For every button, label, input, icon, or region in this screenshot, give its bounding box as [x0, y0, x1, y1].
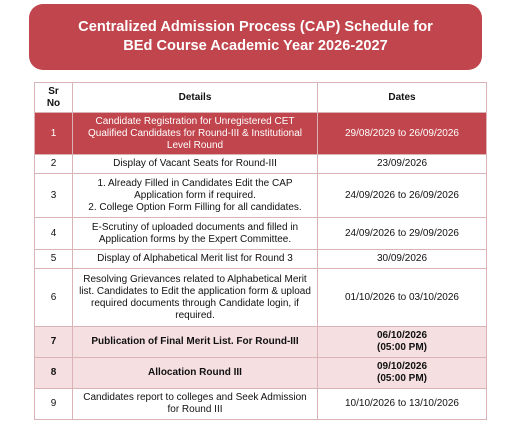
- header-dates: Dates: [318, 83, 487, 113]
- row-sr: 7: [35, 327, 73, 358]
- title-line-2: BEd Course Academic Year 2026-2027: [123, 38, 388, 54]
- schedule-title-banner: [29, 4, 482, 70]
- row-dates: 24/09/2026 to 29/09/2026: [318, 218, 487, 250]
- row-details: Display of Vacant Seats for Round-III: [73, 155, 318, 174]
- table-row: [35, 358, 487, 389]
- row-dates: 30/09/2026: [318, 250, 487, 269]
- table-row: [35, 250, 487, 269]
- row-details: Display of Alphabetical Merit list for Round 3: [73, 250, 318, 269]
- row-sr: 9: [35, 389, 73, 420]
- header-details: Details: [73, 83, 318, 113]
- row-dates: 24/09/2026 to 26/09/2026: [318, 174, 487, 218]
- table-row: [35, 389, 487, 420]
- row-dates: 09/10/2026 (05:00 PM): [318, 358, 487, 389]
- row-dates: 01/10/2026 to 03/10/2026: [318, 269, 487, 327]
- row-dates: 23/09/2026: [318, 155, 487, 174]
- table-row: [35, 174, 487, 218]
- row-sr: 6: [35, 269, 73, 327]
- row-sr: 1: [35, 113, 73, 155]
- row-details: 1. Already Filled in Candidates Edit the CAP Application form if required. 2. College Option Form Filling for all candidates.: [73, 174, 318, 218]
- row-sr: 5: [35, 250, 73, 269]
- row-details: Candidates report to colleges and Seek Admission for Round III: [73, 389, 318, 420]
- row-details: Allocation Round III: [73, 358, 318, 389]
- row-sr: 8: [35, 358, 73, 389]
- table-row: [35, 113, 487, 155]
- row-details: Publication of Final Merit List. For Round-III: [73, 327, 318, 358]
- row-dates: 06/10/2026 (05:00 PM): [318, 327, 487, 358]
- table-row: [35, 218, 487, 250]
- table-row: [35, 327, 487, 358]
- row-details: Resolving Grievances related to Alphabetical Merit list. Candidates to Edit the application form & upload required documents through Candidate login, if required.: [73, 269, 318, 327]
- row-details: Candidate Registration for Unregistered CET Qualified Candidates for Round-III & Institutional Level Round: [73, 113, 318, 155]
- row-details: E-Scrutiny of uploaded documents and filled in Application forms by the Expert Committee.: [73, 218, 318, 250]
- table-row: [35, 155, 487, 174]
- header-sr-no: Sr No: [35, 83, 73, 113]
- table-row: [35, 269, 487, 327]
- table-header-row: [35, 83, 487, 113]
- row-sr: 2: [35, 155, 73, 174]
- row-dates: 29/08/2029 to 26/09/2026: [318, 113, 487, 155]
- schedule-table: [34, 82, 487, 420]
- row-dates: 10/10/2026 to 13/10/2026: [318, 389, 487, 420]
- title-line-1: Centralized Admission Process (CAP) Schedule for: [78, 19, 433, 35]
- row-sr: 4: [35, 218, 73, 250]
- row-sr: 3: [35, 174, 73, 218]
